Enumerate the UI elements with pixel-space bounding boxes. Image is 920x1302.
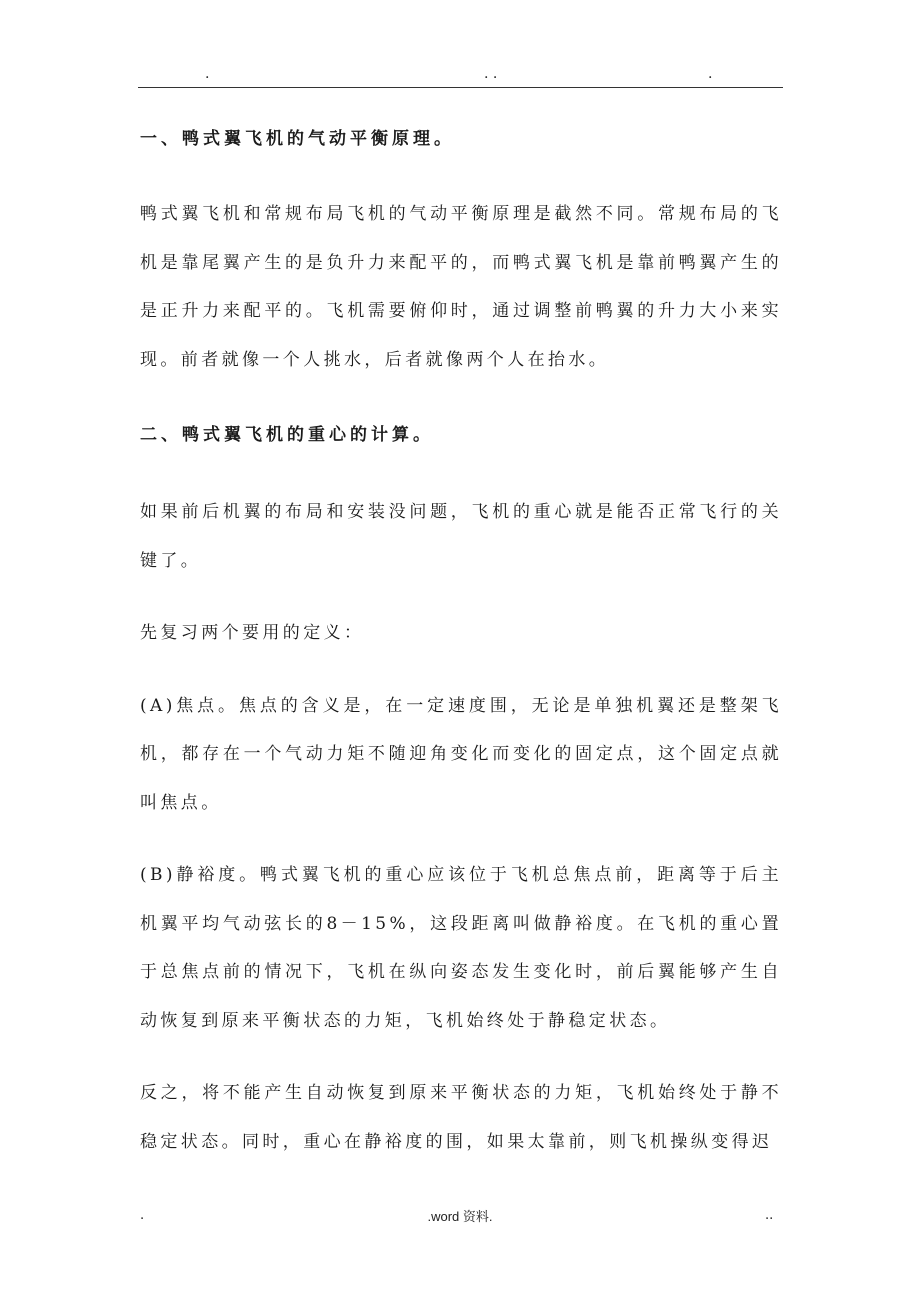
section-2-paragraph-2: 先复习两个要用的定义： — [140, 623, 365, 643]
header-rule — [138, 87, 783, 88]
section-1-heading: 一、鸭式翼飞机的气动平衡原理。 — [140, 129, 455, 149]
footer-dot-left: . — [140, 1208, 145, 1223]
header-dot-right: . — [708, 66, 713, 82]
header-dot-center: . . — [484, 66, 498, 82]
header-dot-left: . — [205, 66, 210, 82]
section-2-heading: 二、鸭式翼飞机的重心的计算。 — [140, 425, 434, 445]
definition-a-paragraph: (A)焦点。焦点的含义是，在一定速度围，无论是单独机翼还是整架飞机，都存在一个气动力矩不随迎角变化而变化的固定点，这个固定点就叫焦点。 — [140, 695, 782, 813]
section-1-paragraph-1: 鸭式翼飞机和常规布局飞机的气动平衡原理是截然不同。常规布局的飞机是靠尾翼产生的是负升力来配平的，而鸭式翼飞机是靠前鸭翼产生的是正升力来配平的。飞机需要俯仰时，通过调整前鸭翼的升力大小来实现。前者就像一个人挑水，后者就像两个人在抬水。 — [140, 204, 782, 370]
section-2-paragraph-1: 如果前后机翼的布局和安装没问题，飞机的重心就是能否正常飞行的关键了。 — [140, 502, 782, 571]
definition-b-paragraph: (B)静裕度。鸭式翼飞机的重心应该位于飞机总焦点前，距离等于后主机翼平均气动弦长的8－15%，这段距离叫做静裕度。在飞机的重心置于总焦点前的情况下，飞机在纵向姿态发生变化时，前后翼能够产生自动恢复到原来平衡状态的力矩，飞机始终处于静稳定状态。 — [140, 865, 782, 1031]
footer-text: .word 资料. — [427, 1209, 493, 1224]
document-body — [140, 120, 782, 1166]
footer-dots-right: .. — [765, 1208, 774, 1223]
section-2-paragraph-5: 反之，将不能产生自动恢复到原来平衡状态的力矩，飞机始终处于静不稳定状态。同时，重心在静裕度的围，如果太靠前，则飞机操纵变得迟 — [140, 1083, 782, 1152]
